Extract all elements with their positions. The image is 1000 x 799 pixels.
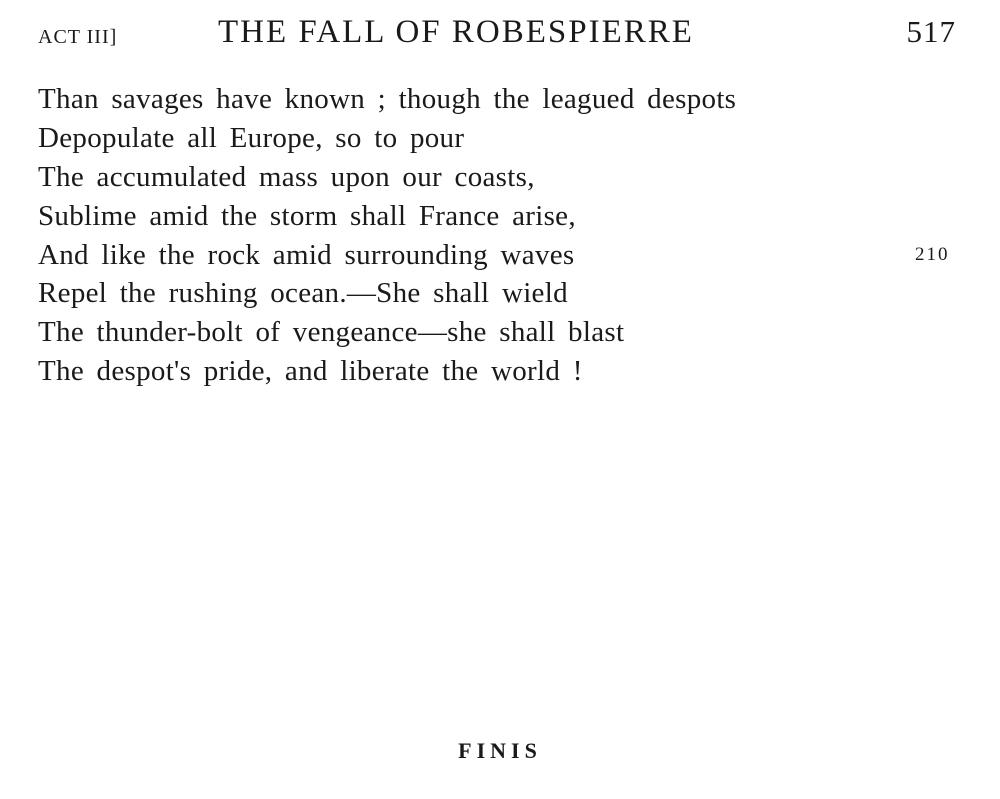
finis-mark: FINIS	[458, 738, 542, 763]
verse-line	[38, 236, 968, 275]
verse-line-text: The accumulated mass upon our coasts,	[38, 160, 535, 193]
verse-line-text: Sublime amid the storm shall France arise,	[38, 199, 576, 232]
verse-line	[38, 80, 968, 119]
verse-line-text: Than savages have known ; though the leagued despots	[38, 83, 737, 115]
running-title: THE FALL OF ROBESPIERRE	[218, 14, 694, 50]
verse-line	[38, 274, 968, 313]
act-indicator: ACT III]	[38, 26, 118, 48]
verse-line-text: And like the rock amid surrounding waves	[38, 238, 575, 271]
verse-line	[38, 313, 968, 352]
verse-line	[38, 197, 968, 236]
verse-block	[38, 80, 968, 391]
verse-line-text: The thunder-bolt of vengeance—she shall blast	[38, 316, 625, 349]
verse-line	[38, 352, 968, 391]
running-header	[0, 12, 1000, 56]
verse-line	[38, 158, 968, 197]
verse-line-text: Depopulate all Europe, so to pour	[38, 121, 465, 154]
page-number: 517	[906, 14, 956, 49]
verse-line-text: The despot's pride, and liberate the world !	[38, 355, 583, 388]
verse-line-text: Repel the rushing ocean.—She shall wield	[38, 277, 568, 310]
verse-line	[38, 119, 968, 158]
line-number: 210	[915, 243, 950, 265]
